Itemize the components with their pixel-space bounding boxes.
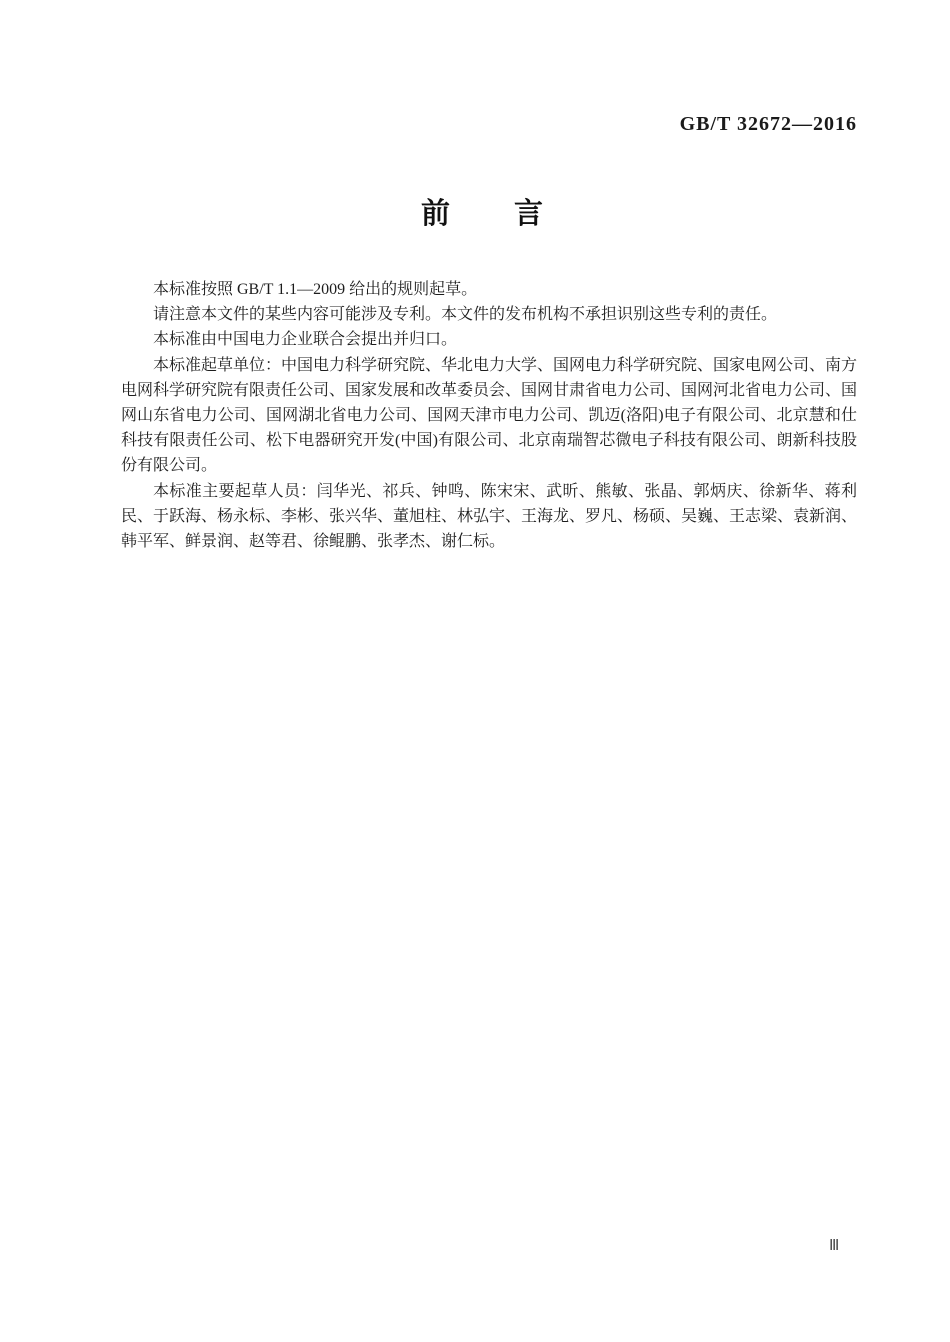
paragraph-main-drafters: 本标准主要起草人员：闫华光、祁兵、钟鸣、陈宋宋、武昕、熊敏、张晶、郭炳庆、徐新华、蒋利民、于跃海、杨永标、李彬、张兴华、董旭柱、林弘宇、王海龙、罗凡、杨硕、吴巍、王志梁、袁新润、韩平军、鲜景润、赵等君、徐鲲鹏、张孝杰、谢仁标。 (121, 482, 858, 551)
paragraph-proposing-body: 本标准由中国电力企业联合会提出并归口。 (153, 331, 458, 349)
paragraph-patent-notice: 请注意本文件的某些内容可能涉及专利。本文件的发布机构不承担识别这些专利的责任。 (153, 306, 778, 324)
document-code: GB/T 32672—2016 (679, 113, 857, 135)
paragraph-drafting-rule: 本标准按照 GB/T 1.1—2009 给出的规则起草。 (153, 281, 478, 298)
paragraph-drafting-organizations: 本标准起草单位：中国电力科学研究院、华北电力大学、国网电力科学研究院、国家电网公司、南方电网科学研究院有限责任公司、国家发展和改革委员会、国网甘肃省电力公司、国网河北省电力公司、国网山东省电力公司、国网湖北省电力公司、国网天津市电力公司、凯迈(洛阳)电子有限公司、北京慧和仕科技有限责任公司、松下电器研究开发(中国)有限公司、北京南瑞智芯微电子科技有限公司、朗新科技股份有限公司。 (121, 356, 858, 475)
page-number: Ⅲ (829, 1238, 840, 1254)
document-body (121, 277, 857, 554)
page-title: 前 言 (420, 198, 545, 230)
